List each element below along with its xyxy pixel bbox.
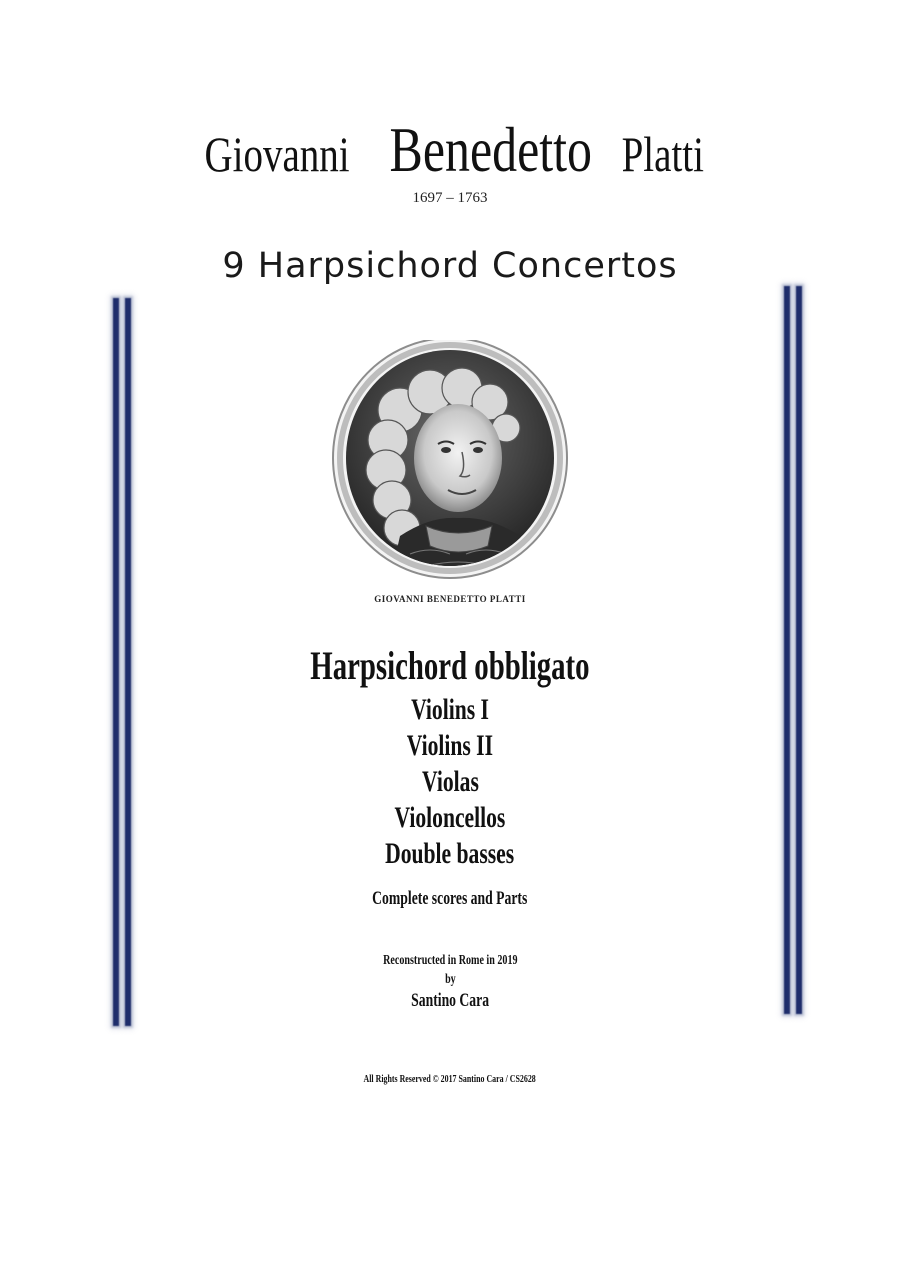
composer-first-name: Giovanni <box>204 126 351 182</box>
composer-portrait <box>330 340 570 580</box>
by-line: by <box>444 972 456 987</box>
instrumentation-solo <box>0 643 900 688</box>
portrait-engraving <box>330 340 570 580</box>
instrument-item: Violas <box>421 765 479 798</box>
portrait-caption: GIOVANNI BENEDETTO PLATTI <box>374 594 526 604</box>
instrument-item: Violins I <box>411 693 489 726</box>
composer-name <box>0 114 900 185</box>
instrument-item: Double basses <box>385 837 515 870</box>
reconstruction-note: Reconstructed in Rome in 2019 <box>382 953 518 968</box>
collection-title: 9 Harpsichord Concertos <box>222 246 678 286</box>
instrumentation-list <box>0 692 900 872</box>
author-name: Santino Cara <box>411 990 489 1011</box>
composer-dates: 1697 – 1763 <box>412 190 488 206</box>
composer-middle-name: Benedetto <box>389 114 592 185</box>
harpsichord-part: Harpsichord obbligato <box>310 643 590 688</box>
copyright-notice: All Rights Reserved © 2017 Santino Cara / CS2628 <box>363 1073 537 1085</box>
composer-last-name: Platti <box>621 126 704 182</box>
instrument-item: Violins II <box>406 729 494 762</box>
instrument-item: Violoncellos <box>394 801 506 834</box>
scores-and-parts-note: Complete scores and Parts <box>372 888 528 909</box>
